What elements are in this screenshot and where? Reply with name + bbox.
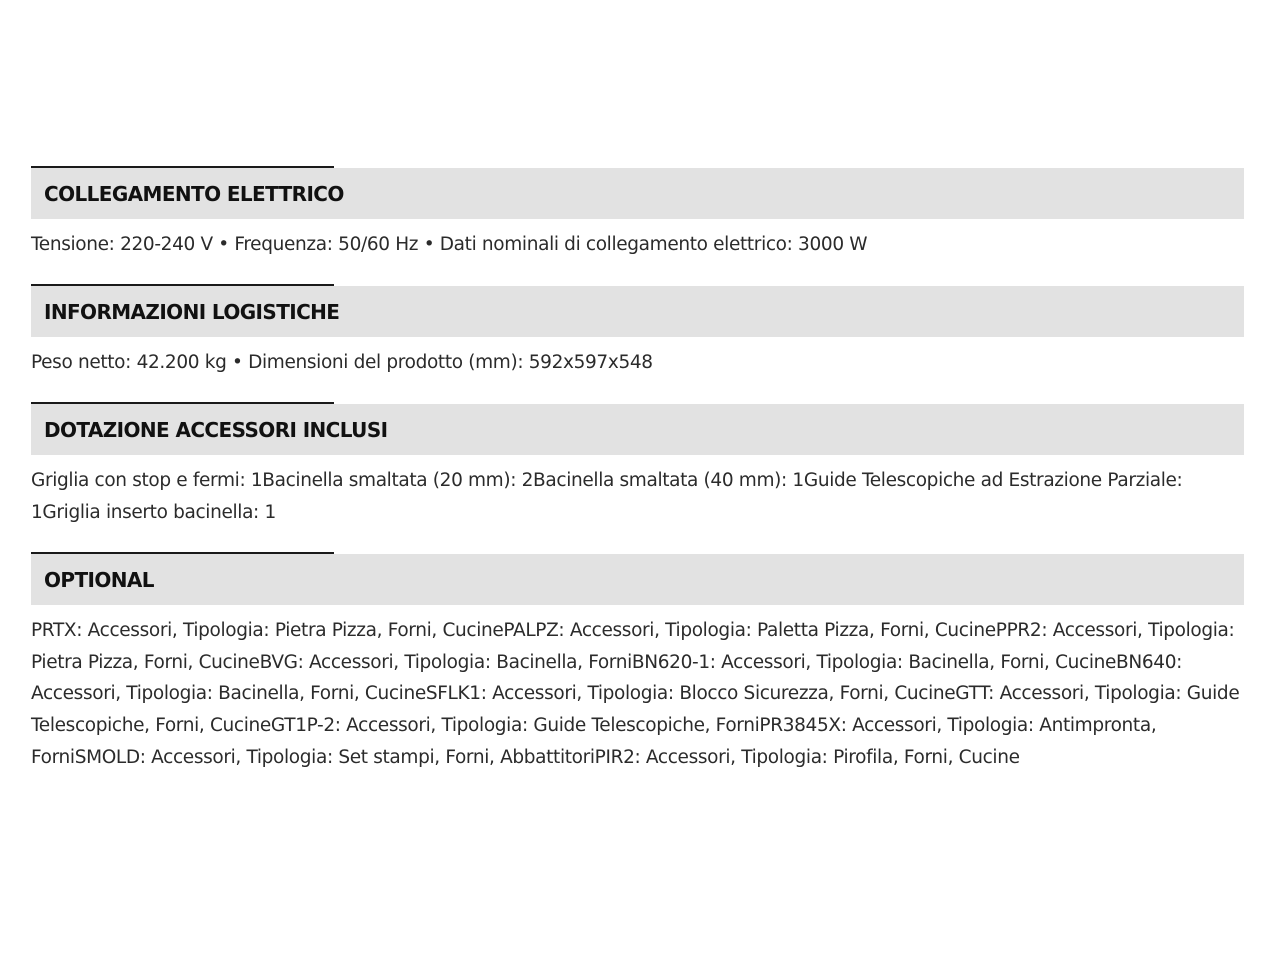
section-header <box>31 554 1244 605</box>
section-header <box>31 168 1244 219</box>
section-electrical-connection <box>31 166 1244 284</box>
section-header <box>31 286 1244 337</box>
section-included-accessories <box>31 402 1244 552</box>
section-body: Tensione: 220-240 V • Frequenza: 50/60 Hz • Dati nominali di collegamento elettrico: 3000 W <box>31 234 868 255</box>
section-title: COLLEGAMENTO ELETTRICO <box>44 181 344 206</box>
product-specifications <box>31 166 1244 812</box>
section-title: DOTAZIONE ACCESSORI INCLUSI <box>44 417 388 442</box>
section-optional <box>31 552 1244 812</box>
section-title: INFORMAZIONI LOGISTICHE <box>44 299 340 324</box>
section-logistics-info <box>31 284 1244 402</box>
section-body: PRTX: Accessori, Tipologia: Pietra Pizza, Forni, CucinePALPZ: Accessori, Tipologia: Paletta Pizza, Forni, CucinePPR2: Accessori, Tipologia: Pietra Pizza, Forni, CucineBVG: Accessori, Tipologia: Bacinella, ForniBN620-1: Accessori, Tipologia: Bacinella, Forni, CucineBN640: Accessori, Tipologia: Bacinella, Forni, CucineSFLK1: Accessori, Tipologia: Blocco Sicurezza, Forni, CucineGTT: Accessori, Tipologia: Guide Telescopiche, Forni, CucineGT1P-2: Accessori, Tipologia: Guide Telescopiche, ForniPR3845X: Accessori, Tipologia: Antimpronta, ForniSMOLD: Accessori, Tipologia: Set stampi, Forni, AbbattitoriPIR2: Accessori, Tipologia: Pirofila, Forni, Cucine <box>31 620 1240 768</box>
section-body: Peso netto: 42.200 kg • Dimensioni del prodotto (mm): 592x597x548 <box>31 352 653 373</box>
section-body: Griglia con stop e fermi: 1Bacinella smaltata (20 mm): 2Bacinella smaltata (40 mm): 1Guide Telescopiche ad Estrazione Parziale: 1Griglia inserto bacinella: 1 <box>31 470 1183 523</box>
section-title: OPTIONAL <box>44 567 154 592</box>
section-header <box>31 404 1244 455</box>
